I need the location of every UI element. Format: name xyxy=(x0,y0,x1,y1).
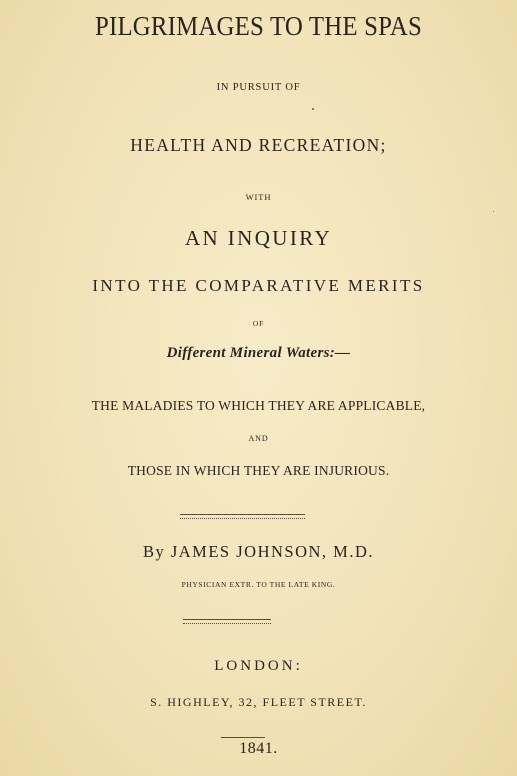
imprint-city: LONDON: xyxy=(214,658,303,674)
subtitle-inquiry: AN INQUIRY xyxy=(184,226,333,250)
author-credential: PHYSICIAN EXTR. TO THE LATE KING. xyxy=(181,580,336,589)
subtitle-and: AND xyxy=(248,434,269,443)
subtitle-health: HEALTH AND RECREATION; xyxy=(130,135,387,155)
subtitle-of: OF xyxy=(252,319,265,328)
subtitle-comparative-merits: INTO THE COMPARATIVE MERITS xyxy=(92,276,425,295)
paper-speck xyxy=(312,108,314,110)
paper-speck xyxy=(493,211,494,212)
subtitle-maladies: THE MALADIES TO WHICH THEY ARE APPLICABLE, xyxy=(91,398,426,413)
imprint-publisher: S. HIGHLEY, 32, FLEET STREET. xyxy=(150,695,367,709)
author-line: By JAMES JOHNSON, M.D. xyxy=(142,542,375,561)
subtitle-mineral-waters: Different Mineral Waters:— xyxy=(166,345,351,361)
imprint-year: 1841. xyxy=(239,740,278,757)
subtitle-pursuit: IN PURSUIT OF xyxy=(216,82,301,93)
ornamental-rule xyxy=(180,514,305,519)
subtitle-injurious: THOSE IN WHICH THEY ARE INJURIOUS. xyxy=(127,463,390,478)
book-title: PILGRIMAGES TO THE SPAS xyxy=(94,11,423,41)
ornamental-rule xyxy=(183,619,271,624)
year-rule xyxy=(221,737,265,738)
subtitle-with: WITH xyxy=(245,192,272,202)
